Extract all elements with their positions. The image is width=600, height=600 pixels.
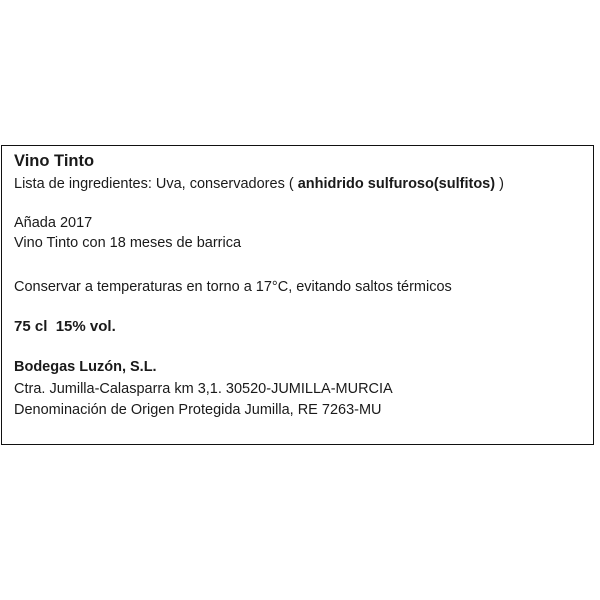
wine-label-panel <box>1 145 594 445</box>
allergen-highlight: anhidrido sulfuroso(sulfitos) <box>297 176 496 192</box>
producer-name: Bodegas Luzón, S.L. <box>14 359 157 375</box>
vintage-line: Añada 2017 <box>14 215 93 231</box>
storage-instructions: Conservar a temperaturas en torno a 17°C, evitando saltos térmicos <box>14 279 452 295</box>
alcohol-value: 15% vol. <box>55 318 116 335</box>
ingredients-text: Lista de ingredientes: Uva, conservadores ( <box>14 176 298 192</box>
ingredients-line <box>14 175 504 193</box>
volume-alcohol-line <box>14 318 116 336</box>
product-title: Vino Tinto <box>14 152 95 170</box>
aging-line: Vino Tinto con 18 meses de barrica <box>14 235 242 251</box>
ingredients-closing: ) <box>495 176 504 192</box>
producer-address: Ctra. Jumilla-Calasparra km 3,1. 30520-JUMILLA-MURCIA <box>14 381 393 397</box>
volume-value: 75 cl <box>14 318 48 335</box>
denomination-line: Denominación de Origen Protegida Jumilla, RE 7263-MU <box>14 402 382 418</box>
